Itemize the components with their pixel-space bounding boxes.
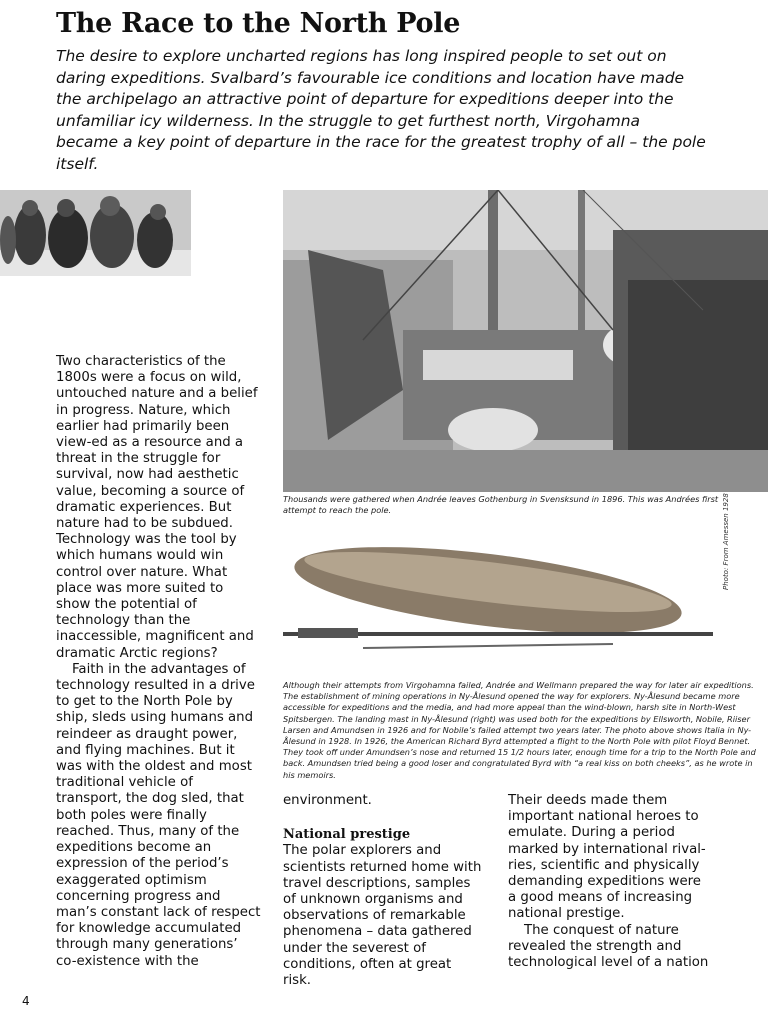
explorers-group-photo <box>0 190 191 276</box>
ship-photo-caption: Thousands were gathered when Andrée leaves Gothenburg in Svensksund in 1896. This was Andrées first attempt to reach the pole. <box>283 494 719 516</box>
subheading-national-prestige: National prestige <box>283 827 411 843</box>
column2-paragraph-1: The polar explorers and scientists returned home with travel descriptions, samples of unknown organisms and observations of remarkable phenomena – data gathered under the severest of conditions, often at great risk. <box>283 843 482 989</box>
ship-departure-photo <box>283 190 768 492</box>
column2-continuation: environment. <box>283 793 372 808</box>
photo-credit: Photo: From Amessen 1928 <box>722 493 730 590</box>
column1-paragraph-2: Faith in the advantages of technology resulted in a drive to get to the North Pole by ship, sleds using humans and reindeer as draught power, and flying machines. But it was with the oldest and most traditional vehicle of transport, the dog sled, that both poles were finally reached. Thus, many of the expeditions become an expression of the period’s exaggerated optimism concerning progress and man’s constant lack of respect for knowledge accumulated through many generations’ co-existence with the <box>56 661 261 969</box>
airship-photo <box>283 524 713 672</box>
airship-photo-caption: Although their attempts from Virgohamna failed, Andrée and Wellmann prepared the way for later air expeditions. The establishment of mining operations in Ny-Ålesund opened the way for explorers. Ny-Ålesund became more accessible for expeditions and the media, and had more appeal than the wind-blown, harsh site in North-West Spitsbergen. The landing mast in Ny-Ålesund (right) was used both for the expeditions by Ellsworth, Nobile, Riiser Larsen and Amundsen in 1926 and for Nobile’s failed attempt two years later. The photo above shows Italia in Ny-Ålesund in 1928. In 1926, the American Richard Byrd attempted a flight to the North Pole with pilot Floyd Bennet. They took off under Amundsen’s nose and returned 15 1/2 hours later, enough time for a trip to the North Pole and back. Amundsen tried being a good loser and congratulated Byrd with “a real kiss on both cheeks”, as he wrote in his memoirs. <box>283 680 756 780</box>
column3-paragraph-1: Their deeds made them important national heroes to emulate. During a period marked by international rival-ries, scientific and physically demanding expeditions were a good means of increasing national prestige. <box>508 793 706 922</box>
column1-paragraph-1: Two characteristics of the 1800s were a focus on wild, untouched nature and a belief in progress. Nature, which earlier had primarily been view-ed as a resource and a threat in the struggle for survival, now had aesthetic value, becoming a source of dramatic experiences. But nature had to be subdued. Technology was the tool by which humans would win control over nature. What place was more suited to show the potential of technology than the inaccessible, magnificent and dramatic Arctic regions? <box>56 354 258 661</box>
page-number: 4 <box>22 994 30 1008</box>
body-column-2 <box>283 793 483 989</box>
body-column-3 <box>508 793 713 971</box>
page-title: The Race to the North Pole <box>56 8 461 39</box>
column3-paragraph-2: The conquest of nature revealed the strength and technological level of a nation <box>508 922 709 971</box>
lead-paragraph: The desire to explore uncharted regions has long inspired people to set out on daring expeditions. Svalbard’s favourable ice conditions and location have made the archipelago an attractive point of departure for expeditions deeper into the unfamiliar icy wilderness. In the struggle to get furthest north, Virgohamna became a key point of departure in the race for the greatest trophy of all – the pole itself. <box>56 47 706 173</box>
body-column-1 <box>56 354 261 970</box>
